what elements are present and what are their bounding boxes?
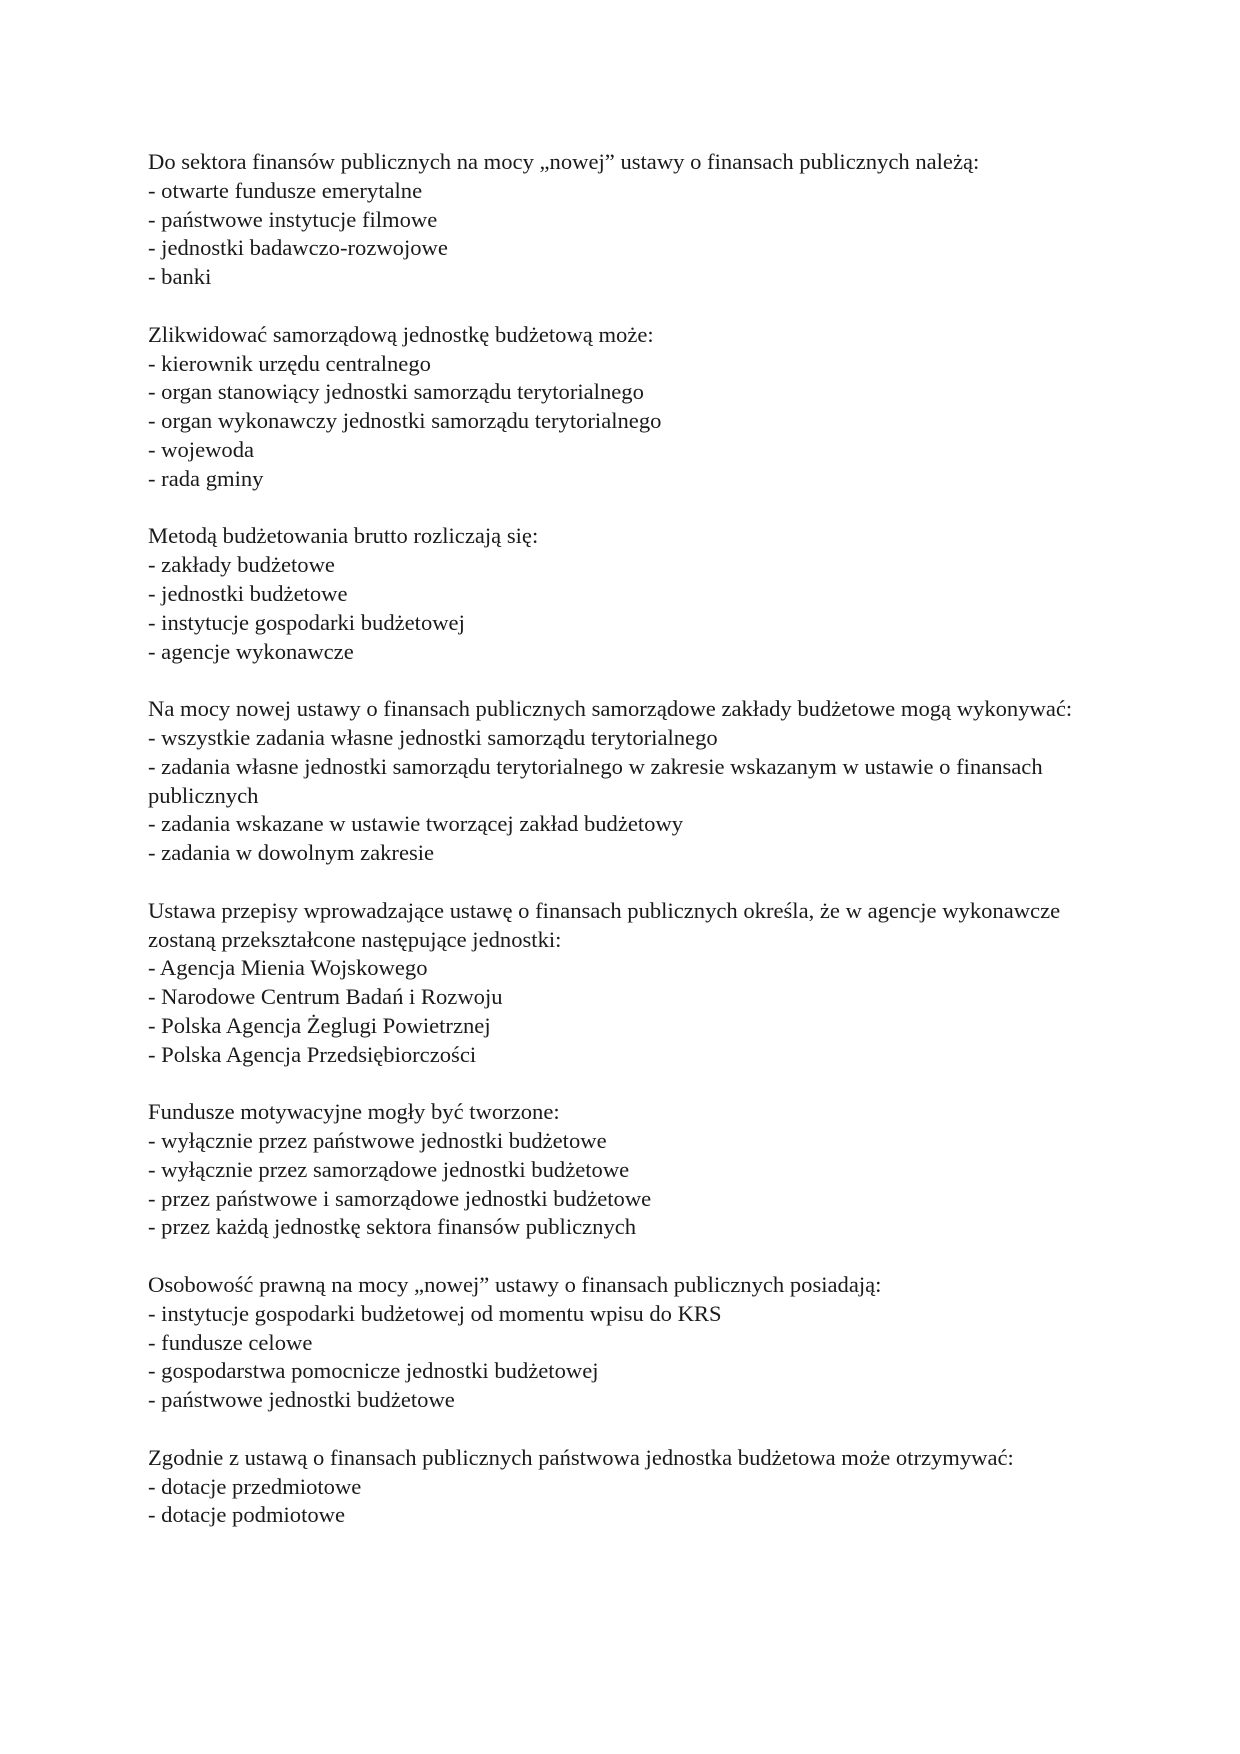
answer-option: - Polska Agencja Przedsiębiorczości xyxy=(148,1041,477,1067)
question-8 xyxy=(148,1444,1098,1530)
question-title: Do sektora finansów publicznych na mocy „nowej” ustawy o finansach publicznych należą: xyxy=(148,149,980,174)
answer-option: - zadania wskazane w ustawie tworzącej zakład budżetowy xyxy=(148,811,684,837)
answer-option: - Agencja Mienia Wojskowego xyxy=(148,955,428,981)
question-7 xyxy=(148,1271,1098,1415)
answer-option: - zadania w dowolnym zakresie xyxy=(148,840,435,866)
question-3 xyxy=(148,522,1098,666)
answer-option: - organ stanowiący jednostki samorządu terytorialnego xyxy=(148,379,644,405)
question-title: Fundusze motywacyjne mogły być tworzone: xyxy=(148,1099,560,1125)
answer-option: - instytucje gospodarki budżetowej od momentu wpisu do KRS xyxy=(148,1300,722,1326)
answer-option: - instytucje gospodarki budżetowej xyxy=(148,609,465,635)
answer-option: - gospodarstwa pomocnicze jednostki budżetowej xyxy=(148,1358,599,1384)
answer-option: - dotacje podmiotowe xyxy=(148,1502,346,1528)
answer-option: - fundusze celowe xyxy=(148,1329,313,1355)
answer-option: - agencje wykonawcze xyxy=(148,638,354,664)
question-4 xyxy=(148,695,1098,868)
question-2 xyxy=(148,321,1098,494)
question-title: Osobowość prawną na mocy „nowej” ustawy o finansach publicznych posiadają: xyxy=(148,1272,882,1298)
question-title: Zgodnie z ustawą o finansach publicznych państwowa jednostka budżetowa może otrzymywać: xyxy=(148,1444,1014,1470)
question-6 xyxy=(148,1098,1098,1242)
answer-option: - otwarte fundusze emerytalne xyxy=(148,177,423,203)
answer-option: - Narodowe Centrum Badań i Rozwoju xyxy=(148,984,503,1010)
answer-option: - przez państwowe i samorządowe jednostki budżetowe xyxy=(148,1185,652,1211)
question-1 xyxy=(148,148,1098,292)
question-title: Na mocy nowej ustawy o finansach publicznych samorządowe zakłady budżetowe mogą wykonywać: xyxy=(148,696,1073,722)
answer-option: - kierownik urzędu centralnego xyxy=(148,350,431,376)
answer-option: - przez każdą jednostkę sektora finansów publicznych xyxy=(148,1214,637,1240)
answer-option: - wyłącznie przez samorządowe jednostki budżetowe xyxy=(148,1156,630,1182)
answer-option: - wyłącznie przez państwowe jednostki budżetowe xyxy=(148,1128,607,1154)
answer-option: - organ wykonawczy jednostki samorządu terytorialnego xyxy=(148,408,662,434)
answer-option: - wszystkie zadania własne jednostki samorządu terytorialnego xyxy=(148,724,718,750)
answer-option: - zakłady budżetowe xyxy=(148,552,335,578)
answer-option: - jednostki budżetowe xyxy=(148,580,348,606)
answer-option: - rada gminy xyxy=(148,465,264,491)
answer-option: - jednostki badawczo-rozwojowe xyxy=(148,235,448,261)
answer-option: - państwowe instytucje filmowe xyxy=(148,206,438,232)
answer-option: - wojewoda xyxy=(148,436,255,462)
answer-option: - zadania własne jednostki samorządu terytorialnego w zakresie wskazanym w ustawie o finansach publicznych xyxy=(148,753,1043,808)
question-5 xyxy=(148,897,1098,1070)
document-page xyxy=(148,148,1098,1559)
answer-option: - banki xyxy=(148,264,212,290)
answer-option: - państwowe jednostki budżetowe xyxy=(148,1387,455,1413)
question-title: Ustawa przepisy wprowadzające ustawę o finansach publicznych określa, że w agencje wykonawcze zostaną przekształcone następujące jednostki: xyxy=(148,897,1061,952)
question-title: Zlikwidować samorządową jednostkę budżetową może: xyxy=(148,321,654,347)
answer-option: - dotacje przedmiotowe xyxy=(148,1473,362,1499)
question-title: Metodą budżetowania brutto rozliczają się: xyxy=(148,523,539,549)
answer-option: - Polska Agencja Żeglugi Powietrznej xyxy=(148,1012,491,1038)
